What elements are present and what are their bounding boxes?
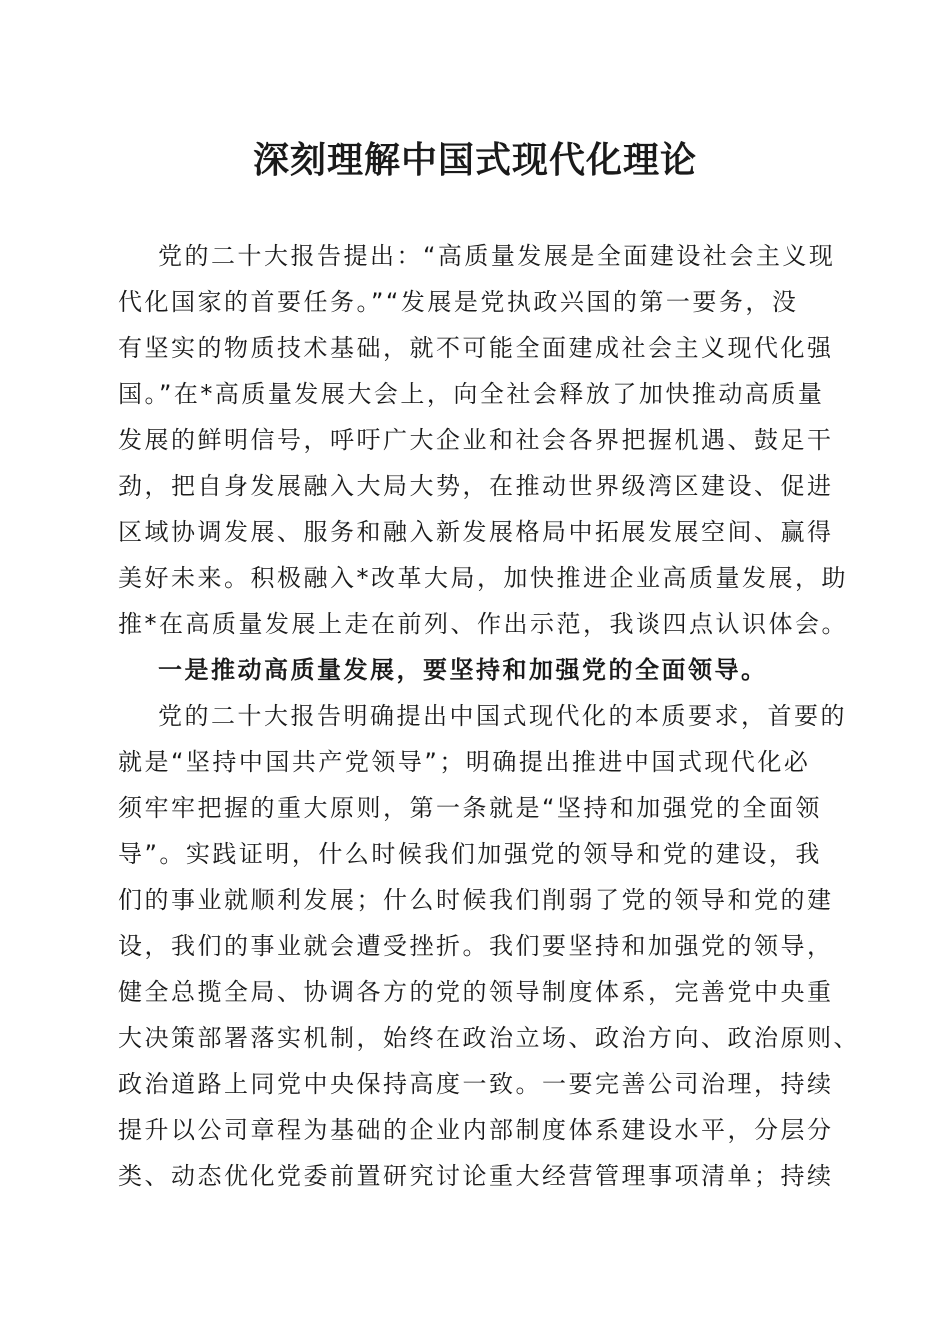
paragraph-2-line: 党的二十大报告明确提出中国式现代化的本质要求，首要的 [158, 702, 847, 730]
paragraph-2-line: 们的事业就顺利发展；什么时候我们削弱了党的领导和党的建 [118, 886, 834, 914]
document-title: 深刻理解中国式现代化理论 [252, 139, 697, 181]
paragraph-1-line: 党的二十大报告提出：“高质量发展是全面建设社会主义现 [158, 242, 836, 270]
paragraph-2-line: 须牢牢把握的重大原则，第一条就是“坚持和加强党的全面领 [118, 794, 822, 822]
paragraph-1-line: 国。”在*高质量发展大会上，向全社会释放了加快推动高质量 [118, 380, 825, 408]
paragraph-1-line: 有坚实的物质技术基础，就不可能全面建成社会主义现代化强 [118, 334, 834, 362]
paragraph-2-line: 设，我们的事业就会遭受挫折。我们要坚持和加强党的领导， [118, 932, 834, 960]
paragraph-1-line: 美好未来。积极融入*改革大局，加快推进企业高质量发展，助 [118, 564, 848, 592]
paragraph-2-line: 政治道路上同党中央保持高度一致。一要完善公司治理，持续 [118, 1070, 834, 1098]
paragraph-1-line: 区域协调发展、服务和融入新发展格局中拓展发展空间、赢得 [118, 518, 834, 546]
document-body [118, 233, 860, 1199]
paragraph-2-line: 类、动态优化党委前置研究讨论重大经营管理事项清单；持续 [118, 1162, 834, 1190]
section-heading: 一是推动高质量发展，要坚持和加强党的全面领导。 [158, 655, 768, 684]
paragraph-2-line: 健全总揽全局、协调各方的党的领导制度体系，完善党中央重 [118, 978, 834, 1006]
paragraph-2-line: 就是“坚持中国共产党领导”；明确提出推进中国式现代化必 [118, 748, 811, 776]
paragraph-2-line: 导”。实践证明，什么时候我们加强党的领导和党的建设，我 [118, 840, 822, 868]
paragraph-1-line: 代化国家的首要任务。”“发展是党执政兴国的第一要务，没 [118, 288, 799, 316]
paragraph-1-line: 劲，把自身发展融入大局大势，在推动世界级湾区建设、促进 [118, 472, 834, 500]
paragraph-2-line: 提升以公司章程为基础的企业内部制度体系建设水平，分层分 [118, 1116, 834, 1144]
paragraph-1-line: 推*在高质量发展上走在前列、作出示范，我谈四点认识体会。 [118, 610, 848, 638]
paragraph-2-line: 大决策部署落实机制，始终在政治立场、政治方向、政治原则、 [118, 1024, 860, 1052]
paragraph-1-line: 发展的鲜明信号，呼吁广大企业和社会各界把握机遇、鼓足干 [118, 426, 834, 454]
